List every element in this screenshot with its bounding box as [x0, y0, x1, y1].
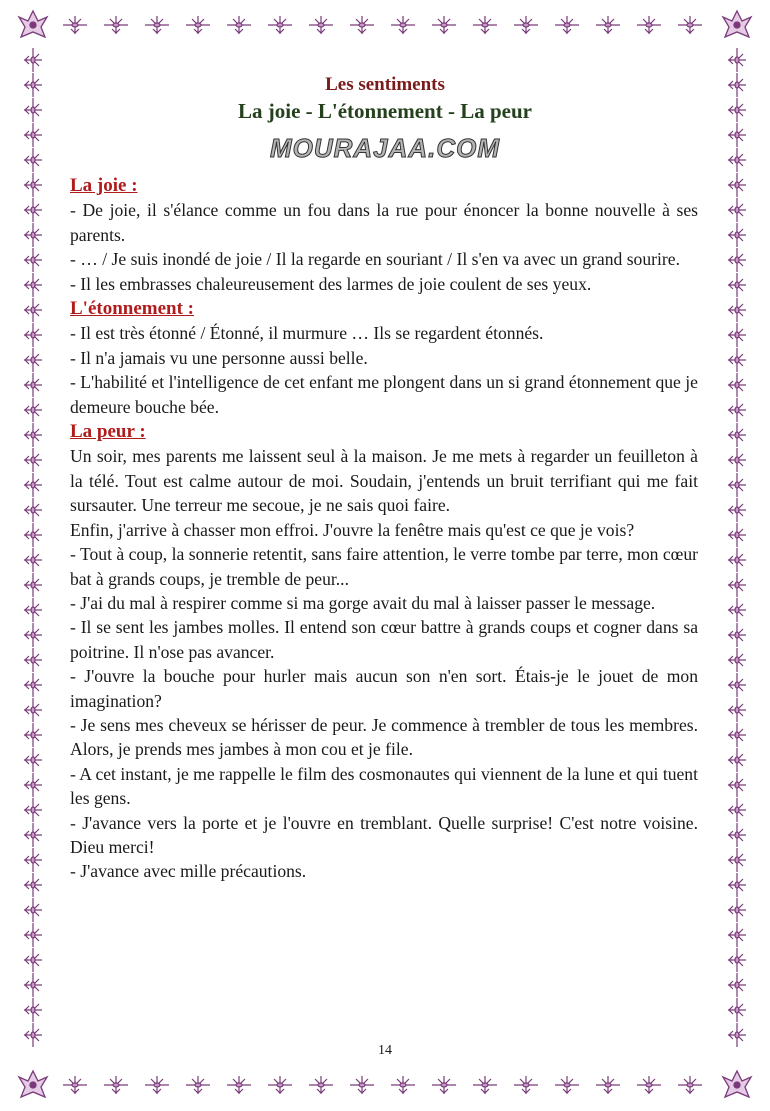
- border-ornament-icon: [24, 473, 42, 497]
- border-ornament-icon: [728, 798, 746, 822]
- border-ornament-icon: [63, 1076, 87, 1094]
- border-ornament-icon: [24, 773, 42, 797]
- section-etonnement: [70, 296, 698, 419]
- border-ornament-icon: [24, 923, 42, 947]
- section-heading: La joie :: [70, 175, 138, 196]
- border-ornament-icon: [728, 773, 746, 797]
- border-ornament-icon: [24, 448, 42, 472]
- border-ornament-icon: [63, 16, 87, 34]
- border-ornament-icon: [24, 623, 42, 647]
- border-ornament-icon: [728, 673, 746, 697]
- border-ornament-icon: [728, 723, 746, 747]
- border-ornament-icon: [514, 1076, 538, 1094]
- border-ornament-icon: [728, 498, 746, 522]
- border-ornament-icon: [728, 198, 746, 222]
- border-ornament-icon: [24, 748, 42, 772]
- corner-ornament-icon: [19, 1071, 47, 1097]
- paragraph: - Il se sent les jambes molles. Il entend son cœur battre à grands coups et cogner dans sa poitrine. Il n'ose pas avancer.: [70, 617, 698, 662]
- border-ornament-icon: [24, 123, 42, 147]
- border-ornament-icon: [309, 1076, 333, 1094]
- border-ornament-icon: [728, 573, 746, 597]
- border-ornament-icon: [728, 698, 746, 722]
- border-ornament-icon: [24, 273, 42, 297]
- border-ornament-icon: [24, 598, 42, 622]
- border-ornament-icon: [24, 48, 42, 72]
- border-ornament-icon: [145, 16, 169, 34]
- border-ornament-icon: [24, 498, 42, 522]
- border-ornament-icon: [24, 348, 42, 372]
- border-ornament-icon: [24, 298, 42, 322]
- section-heading: L'étonnement :: [70, 298, 195, 320]
- border-ornament-icon: [728, 123, 746, 147]
- border-ornament-icon: [24, 373, 42, 397]
- section-peur: [70, 419, 698, 884]
- border-ornament-icon: [145, 1076, 169, 1094]
- border-ornament-icon: [24, 873, 42, 897]
- paragraph: - J'avance avec mille précautions.: [70, 861, 307, 882]
- corner-ornament-icon: [19, 11, 47, 37]
- border-ornament-icon: [104, 16, 128, 34]
- border-ornament-icon: [728, 323, 746, 347]
- border-ornament-icon: [473, 16, 497, 34]
- border-ornament-icon: [186, 16, 210, 34]
- border-ornament-icon: [678, 1076, 702, 1094]
- border-ornament-icon: [728, 448, 746, 472]
- border-ornament-icon: [728, 248, 746, 272]
- document-body: [70, 173, 698, 884]
- border-ornament-icon: [24, 823, 42, 847]
- paragraph: - A cet instant, je me rappelle le film des cosmonautes qui viennent de la lune et qui tuent les gens.: [70, 763, 698, 809]
- border-ornament-icon: [24, 648, 42, 672]
- border-ornament-icon: [728, 473, 746, 497]
- border-ornament-icon: [728, 948, 746, 972]
- paragraph: Un soir, mes parents me laissent seul à la maison. Je me mets à regarder un feuilleton à la télé. Tout est calme autour de moi. Soudain, j'entends un bruit terrifiant qui me fait sursauter. Une terreur me secoue, je ne sais quoi faire.: [70, 446, 698, 516]
- border-ornament-icon: [24, 698, 42, 722]
- paragraph: - Il les embrasses chaleureusement des larmes de joie coulent de ses yeux.: [70, 273, 592, 294]
- paragraph: Enfin, j'arrive à chasser mon effroi. J'ouvre la fenêtre mais qu'est ce que je vois?: [70, 519, 635, 540]
- border-ornament-icon: [728, 623, 746, 647]
- border-ornament-icon: [728, 598, 746, 622]
- paragraph: - L'habilité et l'intelligence de cet enfant me plongent dans un si grand étonnement que je demeure bouche bée.: [70, 372, 698, 417]
- border-ornament-icon: [24, 723, 42, 747]
- border-ornament-icon: [104, 1076, 128, 1094]
- border-ornament-icon: [186, 1076, 210, 1094]
- border-ornament-icon: [728, 898, 746, 922]
- border-ornament-icon: [473, 1076, 497, 1094]
- border-ornament-icon: [728, 998, 746, 1022]
- border-ornament-icon: [268, 16, 292, 34]
- border-ornament-icon: [432, 1076, 456, 1094]
- border-ornament-icon: [24, 423, 42, 447]
- border-ornament-icon: [728, 923, 746, 947]
- border-ornament-icon: [350, 16, 374, 34]
- border-ornament-icon: [728, 298, 746, 322]
- paragraph: - J'avance vers la porte et je l'ouvre en tremblant. Quelle surprise! C'est notre voisine. Dieu merci!: [70, 812, 698, 857]
- paragraph: - De joie, il s'élance comme un fou dans la rue pour énoncer la bonne nouvelle à ses parents.: [70, 200, 698, 245]
- border-ornament-icon: [391, 1076, 415, 1094]
- border-ornament-icon: [24, 848, 42, 872]
- border-ornament-icon: [24, 148, 42, 172]
- page-subtitle: La joie - L'étonnement - La peur: [238, 99, 532, 123]
- border-ornament-icon: [728, 273, 746, 297]
- border-ornament-icon: [391, 16, 415, 34]
- corner-ornament-icon: [723, 11, 751, 37]
- border-ornament-icon: [728, 398, 746, 422]
- border-ornament-icon: [24, 898, 42, 922]
- paragraph: - Je sens mes cheveux se hérisser de peur. Je commence à trembler de tous les membres. Alors, je prends mes jambes à mon cou et je file.: [70, 714, 698, 760]
- border-ornament-icon: [728, 973, 746, 997]
- border-ornament-icon: [24, 323, 42, 347]
- border-ornament-icon: [309, 16, 333, 34]
- border-ornament-icon: [728, 873, 746, 897]
- border-ornament-icon: [728, 373, 746, 397]
- page-number: 14: [378, 1043, 392, 1058]
- border-ornament-icon: [514, 16, 538, 34]
- border-ornament-icon: [350, 1076, 374, 1094]
- border-ornament-icon: [24, 198, 42, 222]
- border-ornament-icon: [728, 548, 746, 572]
- border-ornament-icon: [227, 1076, 251, 1094]
- border-ornament-icon: [227, 16, 251, 34]
- paragraph: - J'ai du mal à respirer comme si ma gorge avait du mal à laisser passer le message.: [70, 592, 656, 613]
- border-ornament-icon: [24, 398, 42, 422]
- paragraph: - … / Je suis inondé de joie / Il la regarde en souriant / Il s'en va avec un grand sourire.: [70, 249, 680, 270]
- border-ornament-icon: [728, 648, 746, 672]
- paragraph: - J'ouvre la bouche pour hurler mais aucun son n'en sort. Étais-je le jouet de mon imagination?: [70, 666, 698, 711]
- border-ornament-icon: [24, 673, 42, 697]
- border-ornament-icon: [728, 348, 746, 372]
- border-ornament-icon: [24, 523, 42, 547]
- paragraph: - Il n'a jamais vu une personne aussi belle.: [70, 347, 368, 368]
- page-title: Les sentiments: [325, 74, 445, 95]
- border-ornament-icon: [24, 548, 42, 572]
- watermark: MOURAJAA.COM: [269, 133, 501, 163]
- section-joie: [70, 173, 698, 296]
- border-ornament-icon: [596, 1076, 620, 1094]
- section-heading: La peur :: [70, 421, 146, 443]
- border-ornament-icon: [24, 573, 42, 597]
- border-ornament-icon: [24, 998, 42, 1022]
- paragraph: - Il est très étonné / Étonné, il murmure … Ils se regardent étonnés.: [70, 323, 544, 344]
- border-ornament-icon: [24, 173, 42, 197]
- corner-ornament-icon: [723, 1071, 751, 1097]
- border-ornament-icon: [24, 948, 42, 972]
- border-ornament-icon: [728, 48, 746, 72]
- border-ornament-icon: [728, 823, 746, 847]
- border-ornament-icon: [728, 848, 746, 872]
- border-ornament-icon: [728, 223, 746, 247]
- border-ornament-icon: [24, 973, 42, 997]
- border-ornament-icon: [728, 748, 746, 772]
- border-ornament-icon: [637, 16, 661, 34]
- border-ornament-icon: [678, 16, 702, 34]
- border-ornament-icon: [24, 248, 42, 272]
- border-ornament-icon: [728, 523, 746, 547]
- paragraph: - Tout à coup, la sonnerie retentit, sans faire attention, le verre tombe par terre, mon cœur bat à grands coups, je tremble de peur...: [70, 544, 698, 589]
- border-ornament-icon: [555, 16, 579, 34]
- border-ornament-icon: [728, 173, 746, 197]
- border-ornament-icon: [268, 1076, 292, 1094]
- border-ornament-icon: [728, 148, 746, 172]
- border-ornament-icon: [24, 798, 42, 822]
- border-ornament-icon: [24, 223, 42, 247]
- border-ornament-icon: [555, 1076, 579, 1094]
- border-ornament-icon: [596, 16, 620, 34]
- border-ornament-icon: [432, 16, 456, 34]
- border-ornament-icon: [637, 1076, 661, 1094]
- border-ornament-icon: [728, 423, 746, 447]
